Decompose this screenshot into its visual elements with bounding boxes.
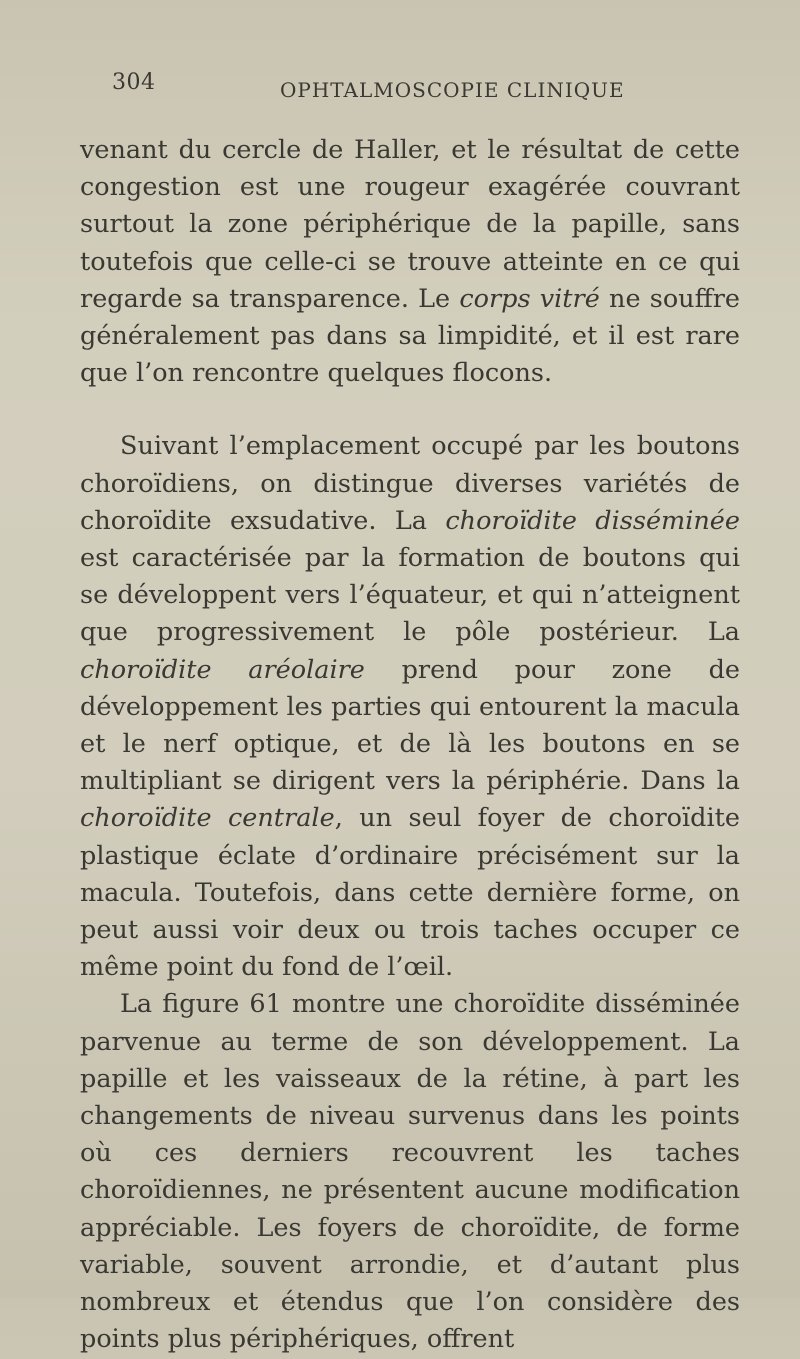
paragraph: [80, 132, 740, 392]
page-number: 304: [112, 70, 156, 95]
italic-term: choroïdite centrale: [80, 803, 335, 834]
running-title: OPHTALMOSCOPIE CLINIQUE: [280, 78, 625, 102]
italic-term: corps vitré: [459, 283, 600, 314]
paragraph: [80, 986, 740, 1358]
running-head: [112, 70, 752, 106]
text-run: La figure 61 montre une choroïdite disséminée parvenue au terme de son développement. La papille et les vaisseaux de la rétine, à part les changements de niveau survenus dans les points où ces derniers recouvrent les taches choroïdiennes, ne présentent aucune modification appréciable. Les foyers de choroïdite, de forme variable, souvent arrondie, et d’autant plus nombreux et étendus que l’on considère des points plus périphériques, offrent: [80, 989, 740, 1355]
italic-term: choroïdite disséminée: [445, 505, 740, 536]
italic-term: choroïdite aréolaire: [80, 654, 365, 685]
body-text: [80, 132, 740, 1359]
text-run: est caractérisée par la formation de boutons qui se développent vers l’équateur, et qui n’atteignent que progressivement le pôle postérieur. La: [80, 543, 740, 648]
text-run: ne souffre généralement pas dans sa limpidité, et il est rare que l’on rencontre quelques flocons.: [80, 283, 740, 389]
text-run: Suivant l’emplacement occupé par les boutons choroïdiens, on distingue diverses variétés de choroïdite exsudative. La: [80, 431, 740, 536]
text-run: prend pour zone de développement les parties qui entourent la macula et le nerf optique, et de là les boutons en se multipliant se dirigent vers la périphérie. Dans la: [80, 654, 740, 797]
text-run: venant du cercle de Haller, et le résultat de cette congestion est une rougeur exagérée couvrant surtout la zone périphérique de la papille, sans toutefois que celle-ci se trouve atteinte en ce qui regarde sa transparence. Le: [80, 135, 740, 314]
paragraph: [80, 428, 740, 986]
text-run: , un seul foyer de choroïdite plastique éclate d’ordinaire précisément sur la macula. Toutefois, dans cette dernière forme, on peut aussi voir deux ou trois taches occuper ce même point du fond de l’œil.: [80, 803, 741, 983]
